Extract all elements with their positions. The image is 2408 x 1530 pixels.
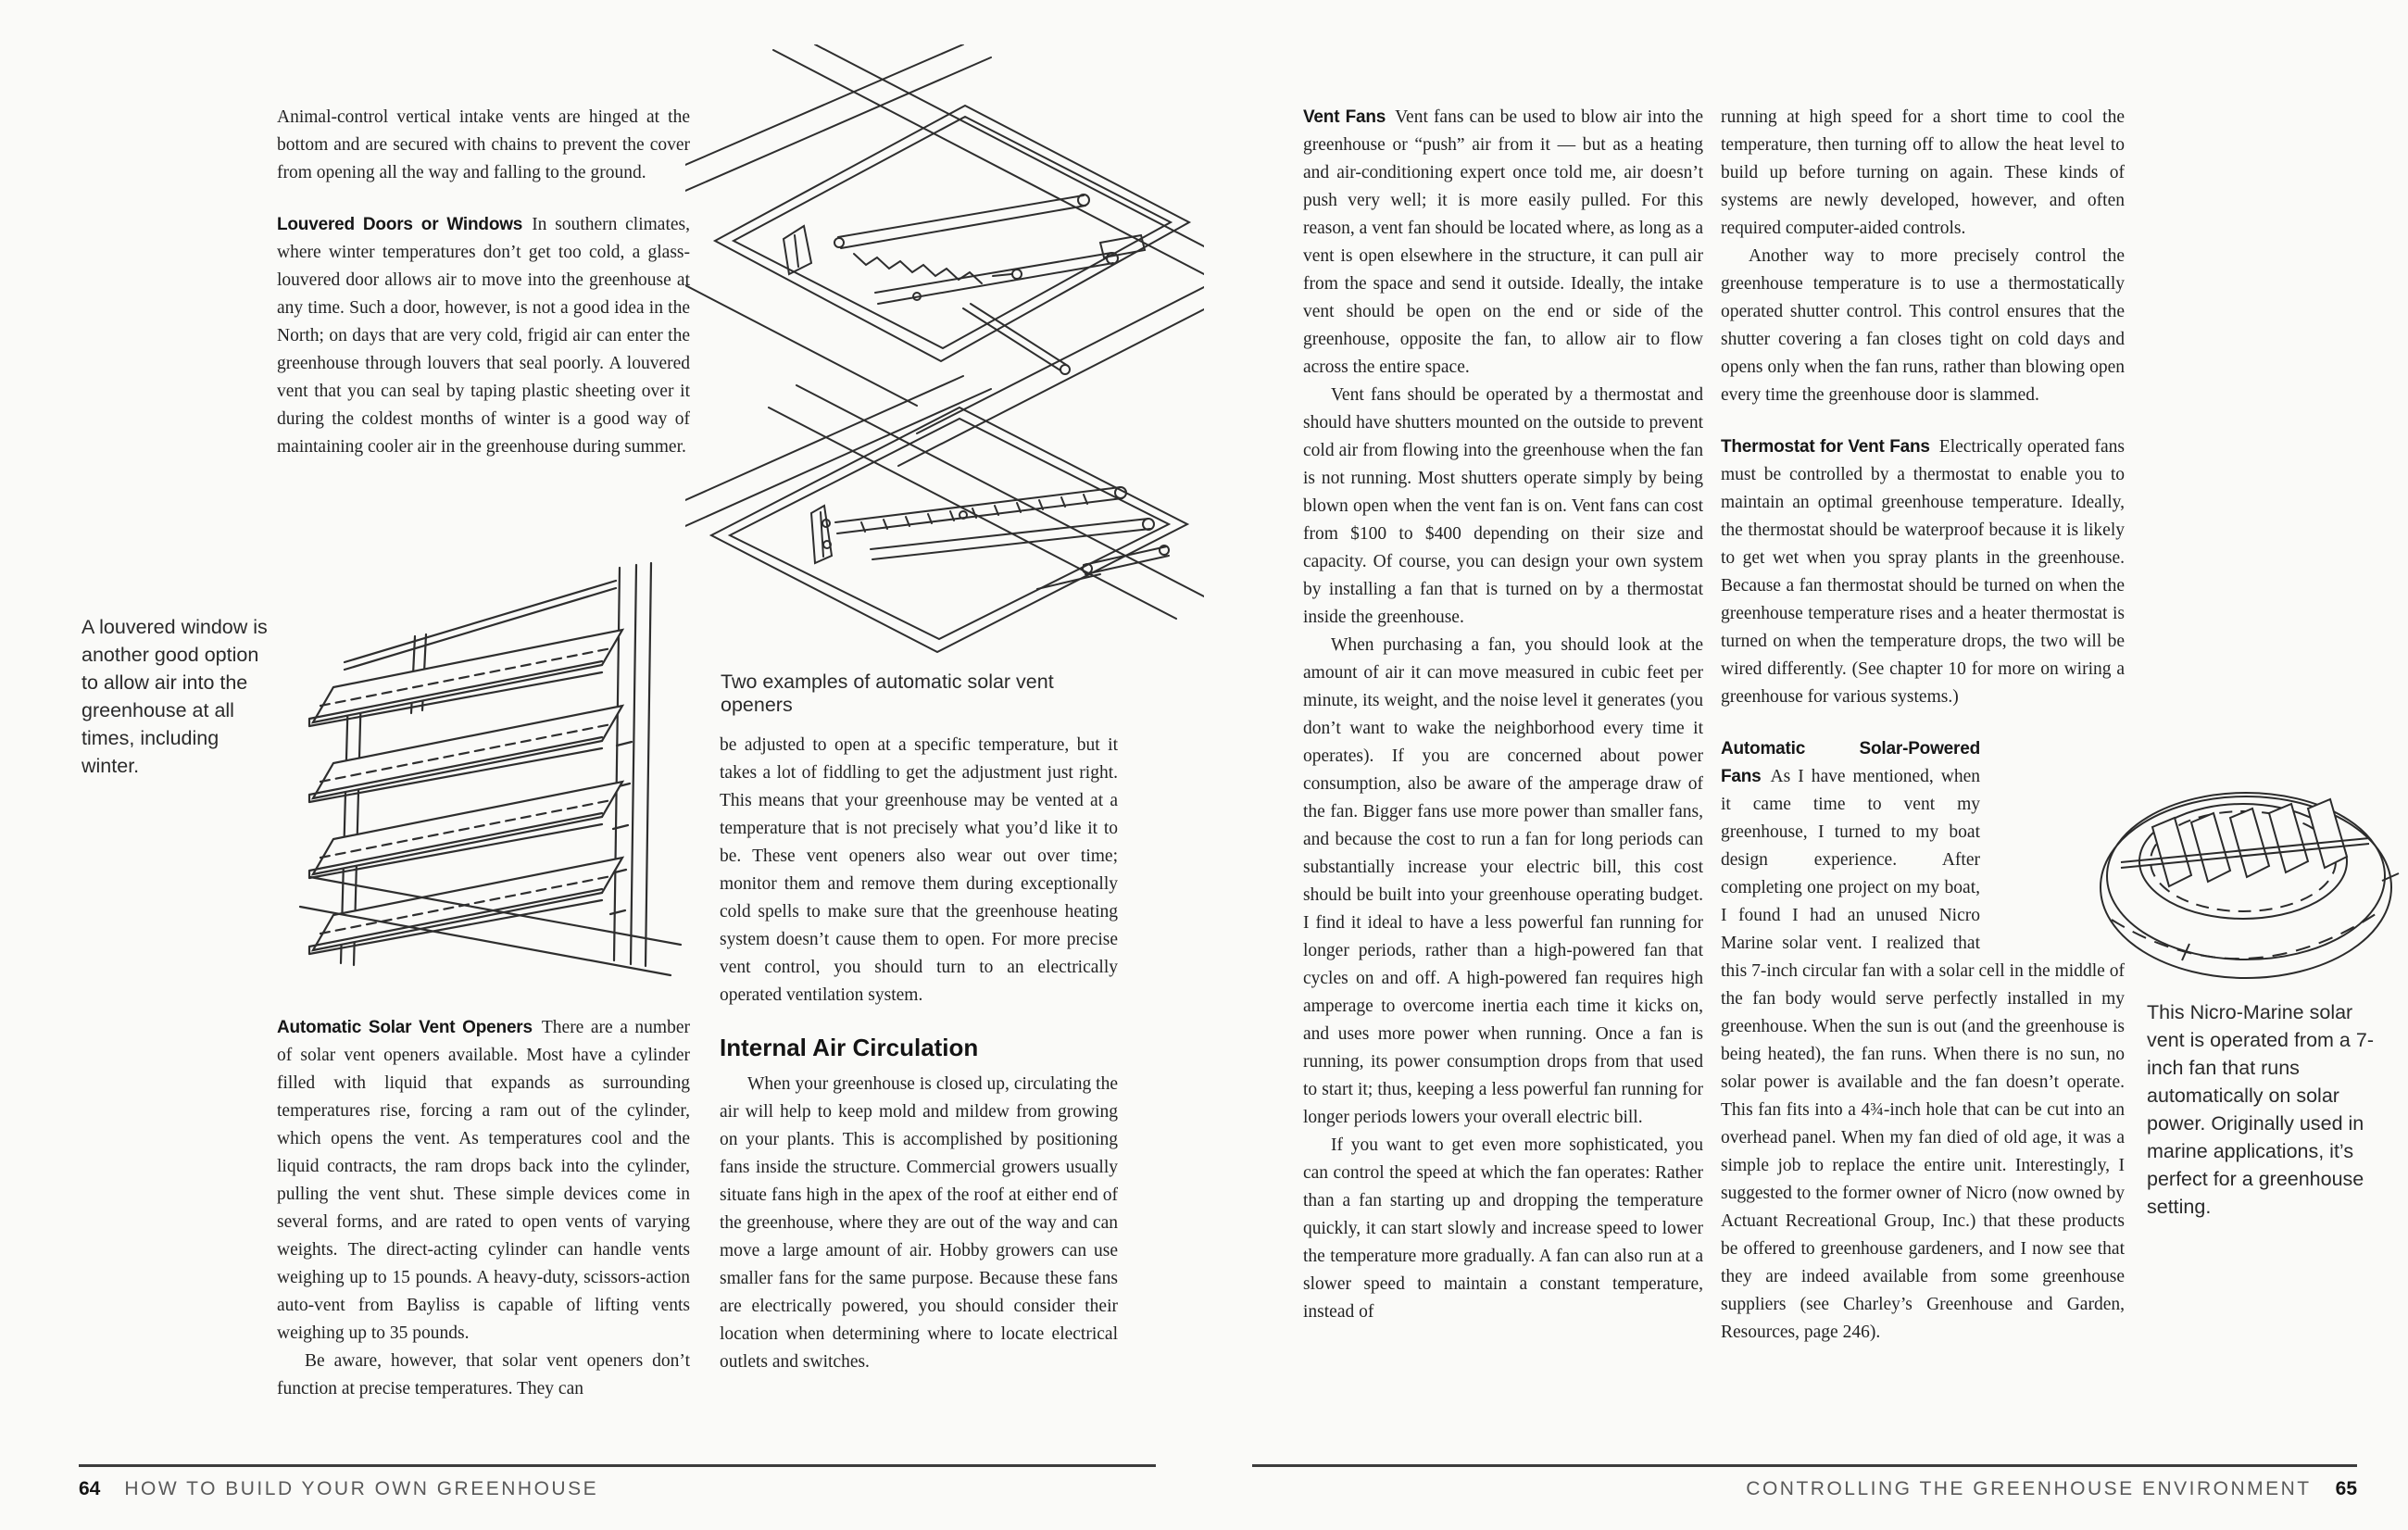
paragraph-text: Vent fans can be used to blow air into the greenhouse or “push” air from it — but as a heating and air-conditioning expert once told me, air doesn’t push very well; it is more easily pulled. For this reason, a vent fan should be located where, as long as a vent is open elsewhere in the structure, it can pull air from the space and send it outside. Ideally, the intake vent should be open on the end or side of the greenhouse, opposite the fan, to allow air to flow across the entire space. (1303, 107, 1703, 377)
vent-fans-heading: Vent Fans (1303, 107, 1386, 127)
paragraph: Another way to more precisely control the greenhouse temperature is to use a thermostatically operated shutter control. This control ensures that the shutter covering a fan closes tight on cold days and opens only when the fan runs, rather than blowing open every time the greenhouse door is slammed. (1721, 246, 2125, 405)
paragraph-text: As I have mentioned, when it came time to vent my greenhouse, I turned to my boat design experience. After completing one project on my boat, I found I had an unused Nicro Marine solar vent. I realized that this 7-inch circular fan with a solar cell in the middle of the fan body would serve perfectly installed in my greenhouse. When the sun is out (and the greenhouse is being heated), the fan runs. When there is no sun, no solar power is available and the fan doesn’t operate. This fan fits into a 4¾-inch hole that can be cut into an overhead panel. When my fan died of old age, it was a simple job to replace the entire unit. Interestingly, I suggested to the former owner of Nicro (now owned by Actuant Recreational Group, Inc.) that these products be offered to greenhouse gardeners, and I now see that they are indeed available from some greenhouse suppliers (see Charley’s Greenhouse and Garden, Resources, page 246). (1721, 767, 2125, 1342)
solar-openers-paragraph (277, 1014, 690, 1348)
nicro-vent-caption: This Nicro-Marine solar vent is operated from a 7-inch fan that runs automatically on solar power. Originally used in marine applications, it’s perfect for a greenhouse setting. (2147, 1001, 2374, 1218)
right-footer (1252, 1478, 2357, 1500)
left-column-1-upper (277, 104, 690, 461)
paragraph: When purchasing a fan, you should look at the amount of air it can move measured in cubic feet per minute, its weight, and the noise level it generates (you don’t want to wake the neighborhood every time it operates). If you are concerned about power consumption, also be aware of the amperage draw of the fan. Bigger fans use more power than smaller fans, and because the cost to run a fan for long periods can substantially increase your electric bill, this cost should be built into your greenhouse operating budget. I find it ideal to have a less powerful fan running for longer periods, rather than a high-powered fan that cycles on and off. A high-powered fan requires high amperage to overcome inertia each time it kicks on, and uses more power when running. Once a fan is running, its power consumption drops from that used to start it; thus, keeping a less powerful fan running for longer periods lowers your overall electric bill. (1303, 635, 1703, 1127)
right-page-number: 65 (2335, 1478, 2357, 1499)
louvered-doors-paragraph (277, 211, 690, 461)
louvered-window-illustration (296, 551, 685, 986)
right-footer-title: CONTROLLING THE GREENHOUSE ENVIRONMENT (1746, 1478, 2312, 1499)
paragraph: be adjusted to open at a specific temperature, but it takes a lot of fiddling to get the adjustment just right. This means that your greenhouse may be vented at a temperature that is not precisely what you’d like it to be. These vent openers also wear out over time; monitor them and remove them during exceptionally cold spells to make sure that the greenhouse heating system doesn’t cause them to open. For more precise vent control, you should turn to an electrically operated ventilation system. (720, 735, 1118, 1005)
solar-openers-heading: Automatic Solar Vent Openers (277, 1018, 533, 1037)
vent-opener-closed-drawing (685, 376, 1204, 652)
solar-fans-heading: Automatic Solar-Powered Fans (1721, 739, 1980, 786)
paragraph-text: In southern climates, where winter temperatures don’t get too cold, a glass-louvered door allows air to move into the greenhouse at any time. Such a door, however, is not a good idea in the North; on days that are very cold, frigid air can enter the greenhouse through louvers that seal poorly. A louvered vent that you can seal by taping plastic sheeting over it during the coldest months of winter is a good way of maintaining cooler air in the greenhouse during summer. (277, 215, 690, 457)
solar-vent-openers-illustration (685, 44, 1204, 667)
paragraph-text: There are a number of solar vent openers available. Most have a cylinder filled with liquid that expands as surrounding temperatures rise, forcing a ram out of the cylinder, which opens the vent. As temperatures cool and the liquid contracts, the ram drops back into the cylinder, pulling the vent shut. These simple devices come in several forms, and are rated to open vents of varying weights. The direct-acting cylinder can handle vents weighing up to 15 pounds. A heavy-duty, scissors-action auto-vent from Bayliss is capable of lifting vents weighing up to 35 pounds. (277, 1018, 690, 1343)
paragraph: When your greenhouse is closed up, circulating the air will help to keep mold and mildew from growing on your plants. This is accomplished by positioning fans inside the structure. Commercial growers usually situate fans high in the apex of the roof at either end of the greenhouse, where they are out of the way and can move a large amount of air. Hobby growers can use smaller fans for the same purpose. Because these fans are electrically powered, you should consider their location when determining where to locate electrical outlets and switches. (720, 1074, 1118, 1372)
vent-fans-paragraph (1303, 104, 1703, 382)
right-column-1 (1303, 104, 1703, 1326)
left-page-number: 64 (79, 1478, 101, 1499)
paragraph: Animal-control vertical intake vents are hinged at the bottom and are secured with chains to prevent the cover from opening all the way and falling to the ground. (277, 107, 690, 182)
vent-opener-open-drawing (685, 44, 1204, 466)
left-footer-title: HOW TO BUILD YOUR OWN GREENHOUSE (124, 1478, 599, 1499)
vent-openers-caption: Two examples of automatic solar vent openers (721, 671, 1054, 716)
paragraph-text: Electrically operated fans must be controlled by a thermostat to enable you to maintain an optimal greenhouse temperature. Ideally, the thermostat should be waterproof because it is likely to get wet when you spray plants in the greenhouse. Because a fan thermostat should be turned on when the greenhouse temperature rises and a heater thermostat is turned on when the temperature drops, the two will be wired differently. (See chapter 10 for more on wiring a greenhouse for various systems.) (1721, 437, 2125, 707)
louvered-doors-heading: Louvered Doors or Windows (277, 215, 523, 234)
left-column-2 (720, 732, 1118, 1376)
thermostat-paragraph (1721, 433, 2125, 711)
solar-fans-paragraph (1721, 735, 2125, 1347)
left-footer-rule (79, 1464, 1156, 1467)
nicro-solar-vent-illustration (2095, 771, 2401, 994)
louvered-window-lines (300, 563, 681, 975)
paragraph: running at high speed for a short time to cool the temperature, then turning off to allow the heat level to build up before turning on again. These kinds of systems are newly developed, however, and often required computer-aided controls. (1721, 107, 2125, 238)
paragraph: Vent fans should be operated by a thermostat and should have shutters mounted on the outside to prevent cold air from flowing into the greenhouse when the fan is not running. Most shutters operate simply by being blown open when the vent fan is on. Vent fans can cost from $100 to $400 depending on their size and capacity. Of course, you can design your own system by installing a fan that is turned on by a thermostat inside the greenhouse. (1303, 385, 1703, 627)
thermostat-heading: Thermostat for Vent Fans (1721, 437, 1930, 457)
solar-vent-lines (2101, 793, 2399, 978)
louvered-window-caption: A louvered window is another good option to allow air into the greenhouse at all times, including winter. (82, 616, 268, 777)
left-column-1-lower (277, 1014, 690, 1403)
right-column-2 (1721, 104, 2125, 1347)
right-footer-rule (1252, 1464, 2357, 1467)
paragraph: If you want to get even more sophisticated, you can control the speed at which the fan operates: Rather than a fan starting up and dropping the temperature quickly, it can start slowly and increase speed to lower the temperature more gradually. A fan can also run at a slower speed to maintain a constant temperature, instead of (1303, 1135, 1703, 1322)
internal-air-heading: Internal Air Circulation (720, 1034, 979, 1061)
paragraph: Be aware, however, that solar vent openers don’t function at precise temperatures. They can (277, 1351, 690, 1398)
left-footer (79, 1478, 1156, 1500)
